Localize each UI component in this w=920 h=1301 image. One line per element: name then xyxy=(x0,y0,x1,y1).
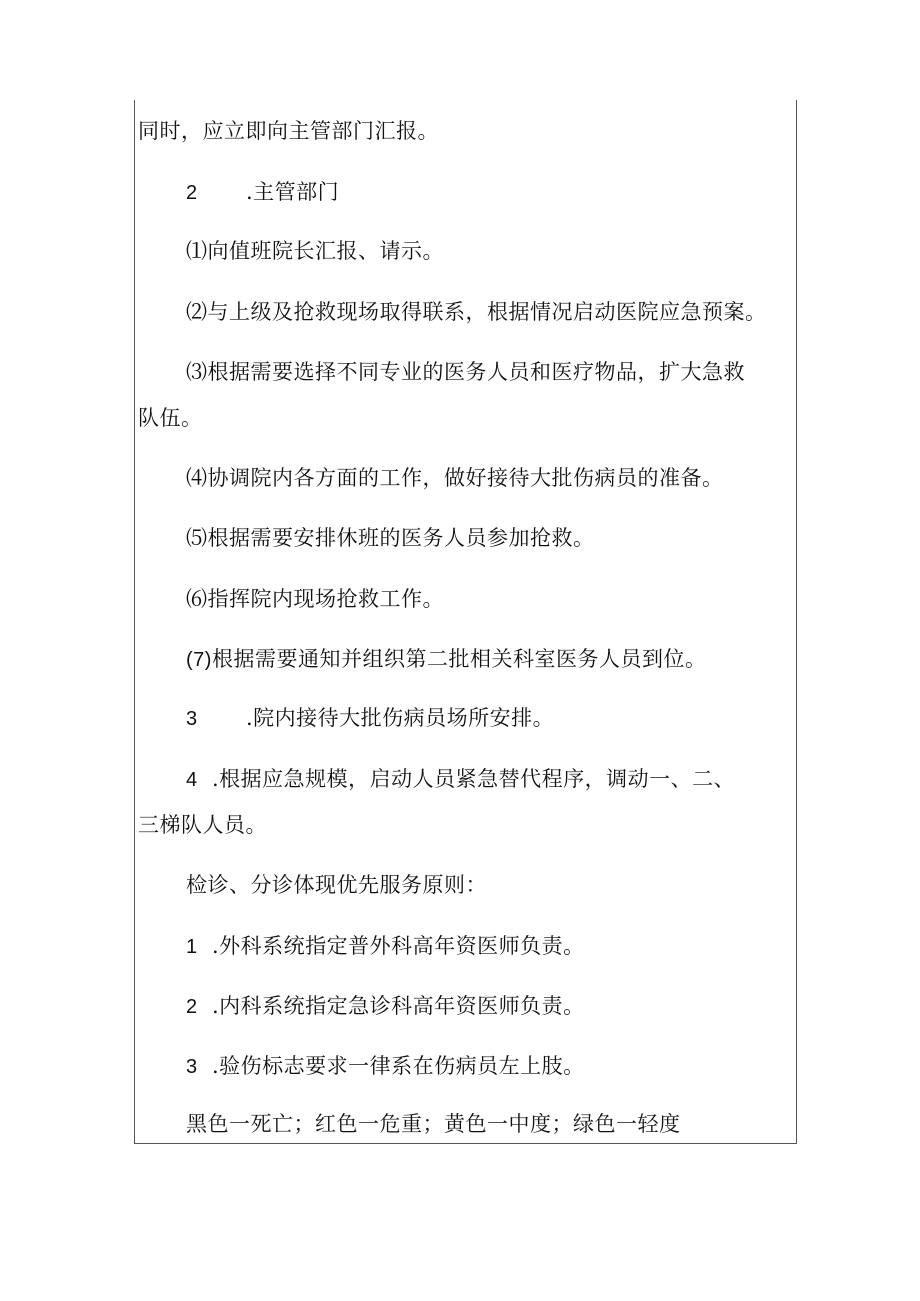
section-heading-3 xyxy=(186,706,554,731)
paragraph-line: 同时，应立即向主管部门汇报。 xyxy=(138,119,439,143)
triage-text: .验伤标志要求一律系在伤病员左上肢。 xyxy=(212,1054,585,1078)
list-item-number: (7) xyxy=(186,649,212,671)
triage-text: .内科系统指定急诊科高年资医师负责。 xyxy=(212,994,585,1018)
triage-item xyxy=(186,994,585,1019)
list-item: ⑷协调院内各方面的工作，做好接待大批伤病员的准备。 xyxy=(186,466,724,490)
list-item: ⑵与上级及抢救现场取得联系，根据情况启动医院应急预案。 xyxy=(186,300,767,324)
section-text: .根据应急规模，启动人员紧急替代程序，调动一、二、 xyxy=(212,767,736,791)
triage-item xyxy=(186,934,585,959)
section-number: 3 xyxy=(186,708,198,730)
section-number: 4 xyxy=(186,769,198,791)
list-item xyxy=(186,647,706,672)
list-item: ⑴向值班院长汇报、请示。 xyxy=(186,239,444,263)
color-code-legend: 黑色一死亡；红色一危重；黄色一中度；绿色一轻度 xyxy=(186,1112,681,1136)
triage-number: 2 xyxy=(186,996,198,1018)
list-item-text: 根据需要通知并组织第二批相关科室医务人员到位。 xyxy=(211,647,707,671)
triage-number: 3 xyxy=(186,1056,198,1078)
triage-item xyxy=(186,1054,585,1079)
section-heading-2 xyxy=(186,180,339,205)
triage-heading: 检诊、分诊体现优先服务原则： xyxy=(186,873,487,897)
section-number: 2 xyxy=(186,182,198,204)
triage-number: 1 xyxy=(186,936,198,958)
section-title: .主管部门 xyxy=(246,180,340,204)
paragraph-continuation: 三梯队人员。 xyxy=(138,813,267,837)
list-item-continuation: 队伍。 xyxy=(138,406,203,430)
list-item: ⑹指挥院内现场抢救工作。 xyxy=(186,587,444,611)
list-item: ⑶根据需要选择不同专业的医务人员和医疗物品，扩大急救 xyxy=(186,360,745,384)
triage-text: .外科系统指定普外科高年资医师负责。 xyxy=(212,934,585,958)
section-title: .院内接待大批伤病员场所安排。 xyxy=(246,706,555,730)
list-item: ⑸根据需要安排休班的医务人员参加抢救。 xyxy=(186,526,595,550)
section-heading-4 xyxy=(186,767,735,792)
